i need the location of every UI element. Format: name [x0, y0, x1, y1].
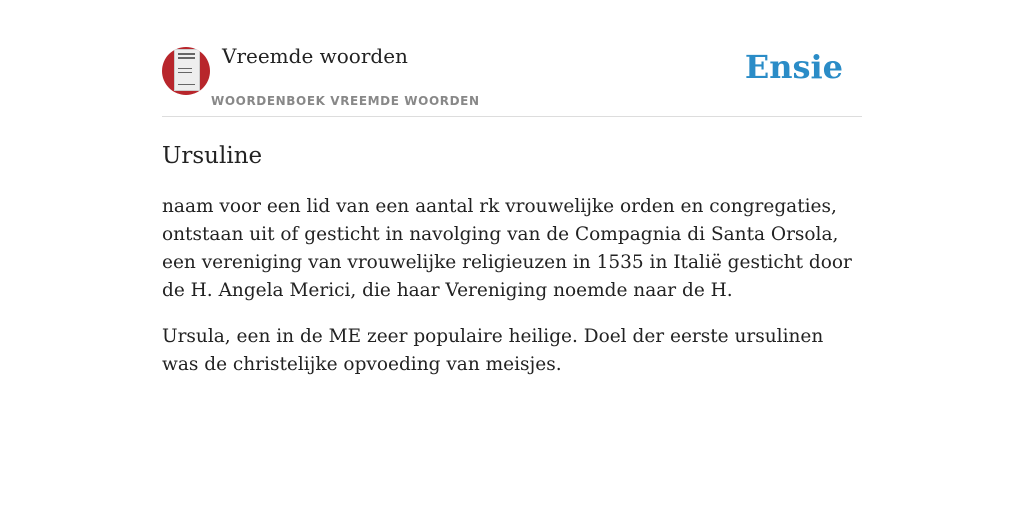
source-title[interactable]: Vreemde woorden — [222, 44, 408, 68]
ensie-logo-link[interactable]: Ensie — [744, 48, 843, 86]
definition-paragraph: Ursula, een in de ME zeer populaire heilige. Doel der eerste ursulinen was de christelijke opvoeding van meisjes. — [162, 326, 824, 375]
definition-paragraph: naam voor een lid van een aantal rk vrouwelijke orden en congregaties, ontstaan uit of gesticht in navolging van de Compagnia di Santa Orsola, een vereniging van vrouwelijke religieuzen in 1535 in Italië gesticht door de H. Angela Merici, die haar Vereniging noemde naar de H. — [162, 196, 852, 301]
entry-term: Ursuline — [162, 143, 263, 169]
page-container — [162, 0, 862, 379]
book-cover-icon — [174, 49, 200, 91]
source-subtitle: WOORDENBOEK VREEMDE WOORDEN — [211, 94, 480, 108]
source-avatar[interactable] — [162, 47, 210, 95]
entry-definition — [162, 193, 862, 379]
source-header — [162, 0, 862, 117]
